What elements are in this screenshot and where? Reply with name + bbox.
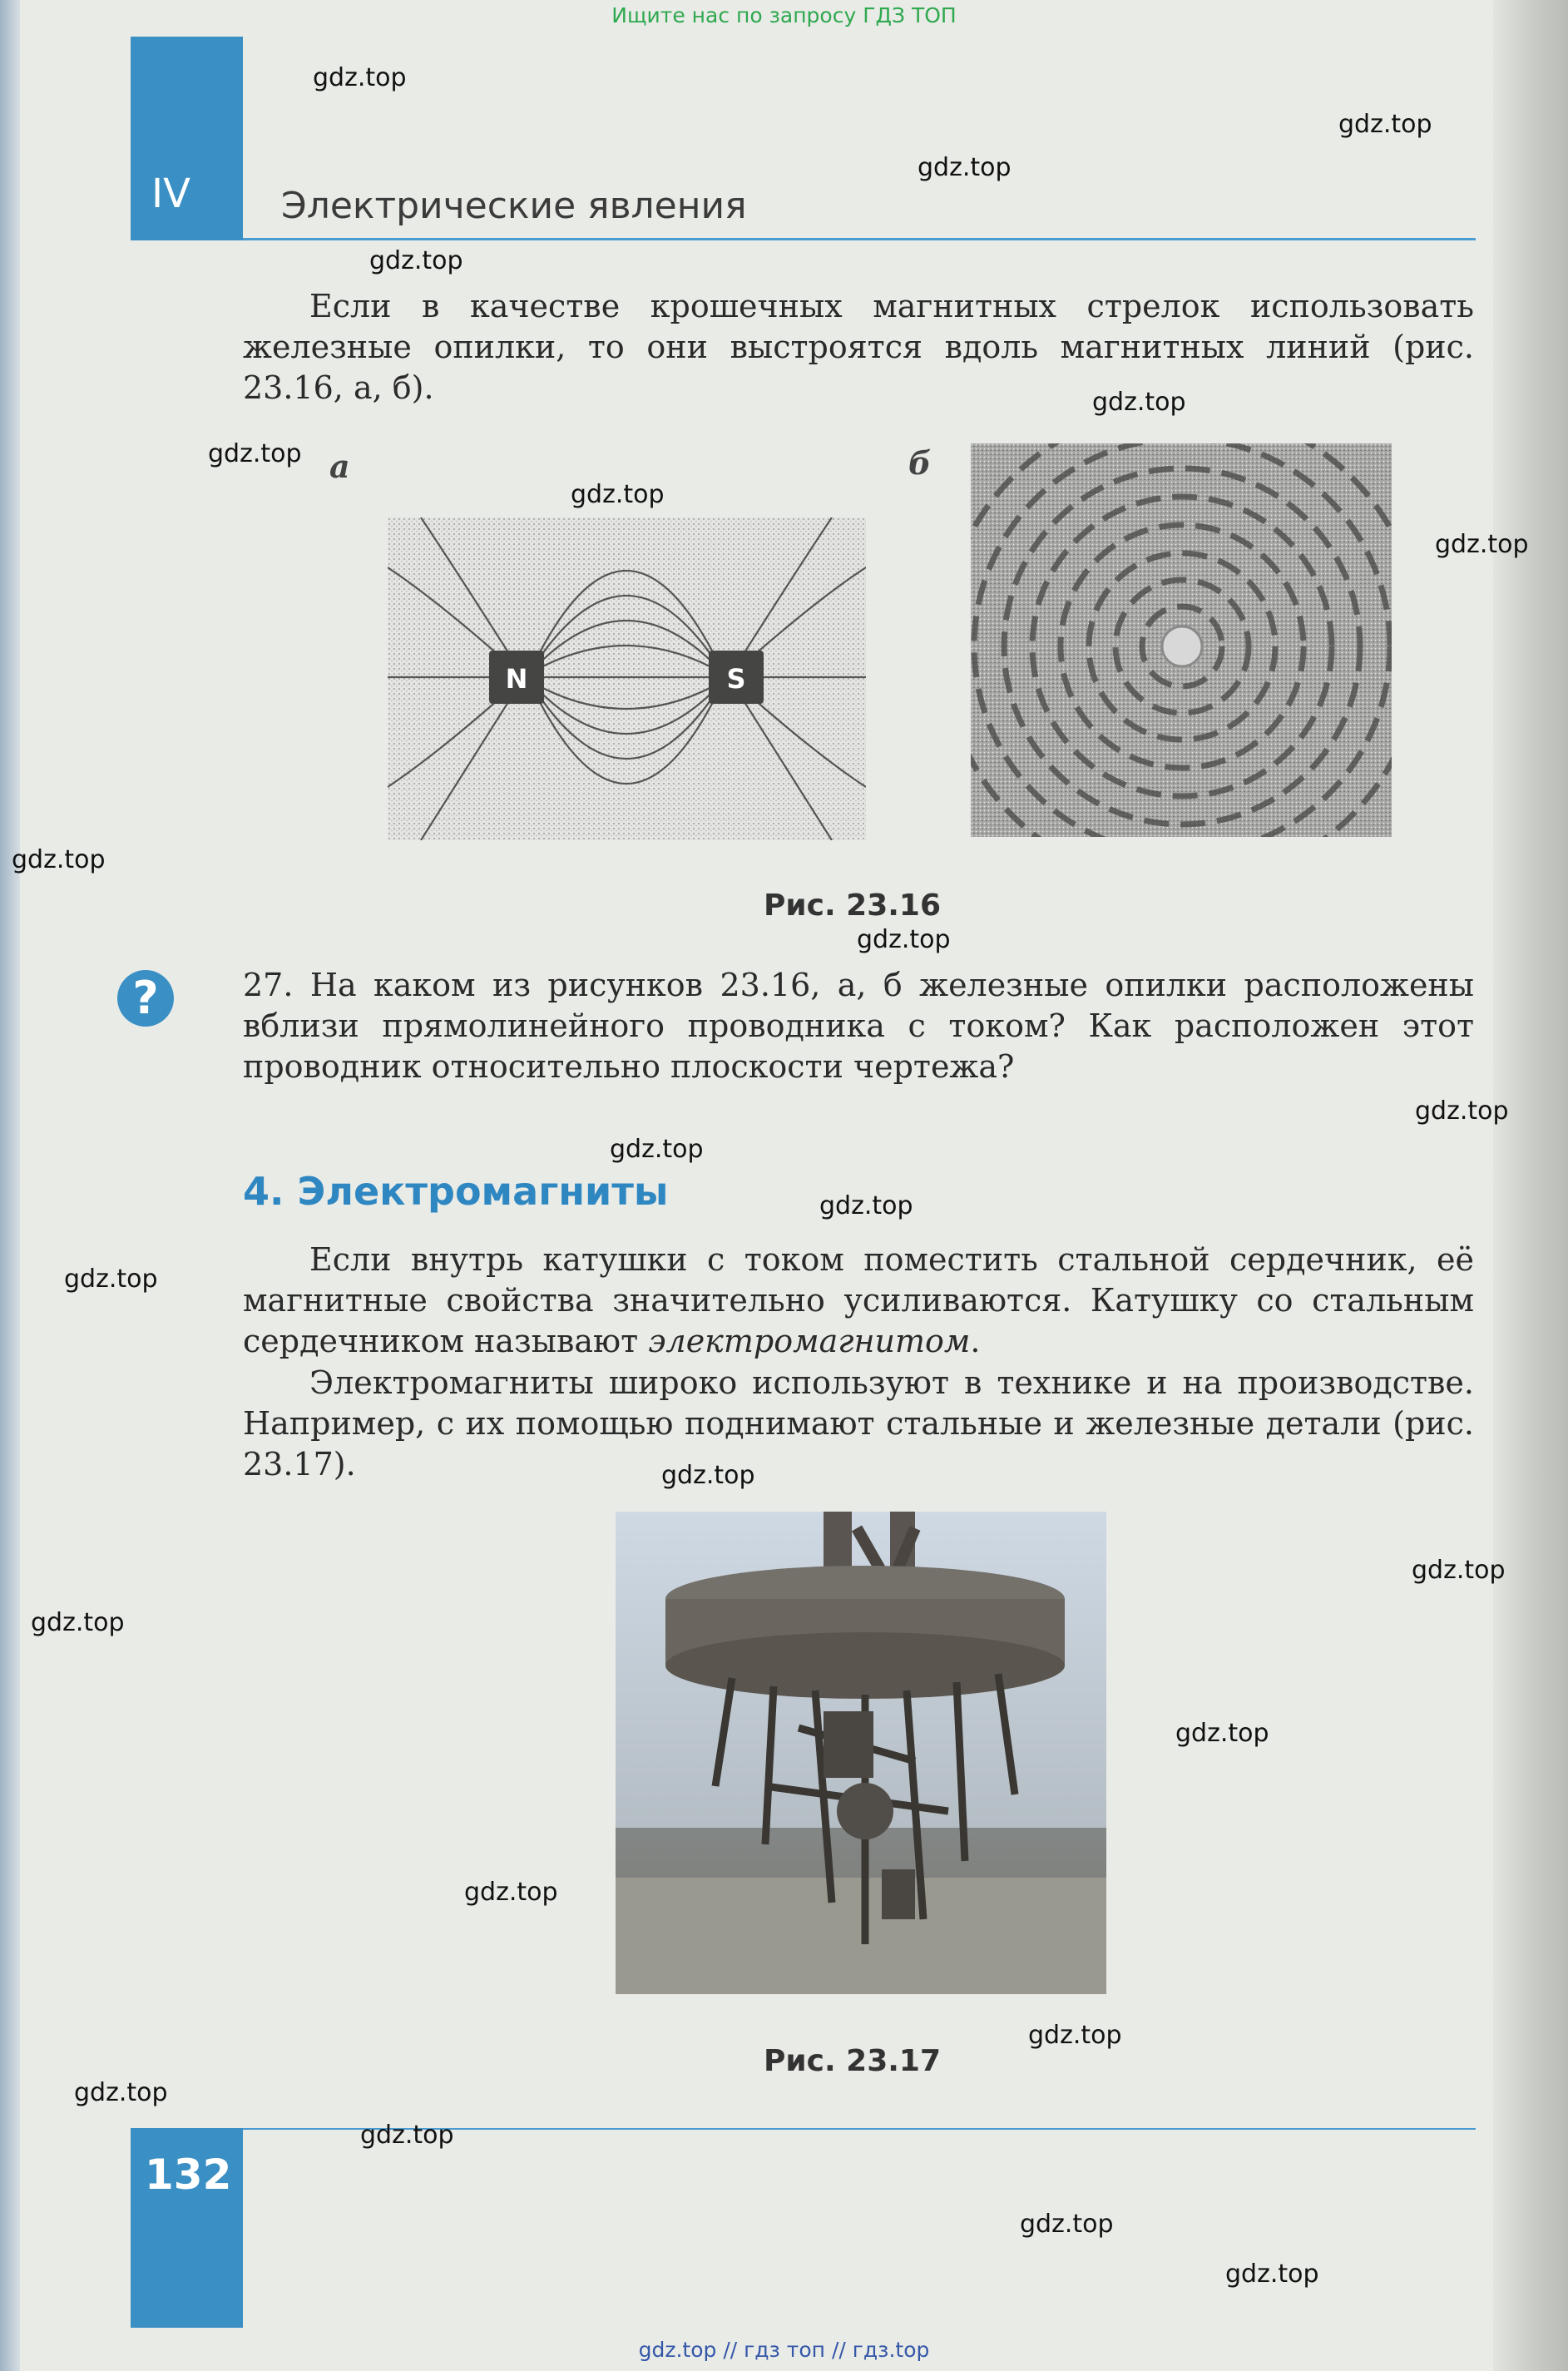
watermark: gdz.top [610, 1135, 704, 1164]
watermark: gdz.top [1175, 1719, 1269, 1748]
bottom-banner-text[interactable]: gdz.top // гдз топ // гдз.top [638, 2338, 930, 2362]
electromagnet-definition-paragraph: Если внутрь катушки с током поместить стальной сердечник, её магнитные свойства значительно усиливаются. Катушку со стальным сердечником называют электромагнитом. [243, 1241, 1474, 1359]
figure-label-b: б [908, 444, 932, 482]
header-rule [243, 238, 1476, 240]
south-pole-label: S [726, 663, 746, 695]
page-fold-shadow [1493, 0, 1568, 2371]
watermark: gdz.top [64, 1265, 158, 1294]
watermark: gdz.top [74, 2078, 168, 2107]
watermark: gdz.top [369, 246, 463, 275]
watermark: gdz.top [1338, 110, 1432, 139]
page-left-edge [0, 0, 20, 2371]
watermark: gdz.top [208, 439, 302, 468]
watermark: gdz.top [1435, 530, 1529, 559]
question-mark-icon: ? [117, 970, 174, 1027]
figure-label-a: а [329, 448, 350, 485]
watermark: gdz.top [31, 1608, 125, 1637]
watermark: gdz.top [1028, 2021, 1122, 2050]
watermark: gdz.top [918, 153, 1012, 182]
watermark: gdz.top [360, 2121, 454, 2150]
section-title: 4. Электромагниты [243, 1169, 669, 1214]
watermark: gdz.top [1225, 2260, 1319, 2289]
watermark: gdz.top [1415, 1096, 1509, 1126]
watermark: gdz.top [1412, 1556, 1506, 1585]
electromagnet-crane-image [616, 1512, 1106, 1994]
figure-23-17-caption: Рис. 23.17 [764, 2044, 942, 2078]
watermark: gdz.top [1020, 2210, 1114, 2239]
watermark: gdz.top [857, 925, 951, 954]
chapter-number: IV [151, 171, 190, 217]
electromagnet-usage-paragraph: Электромагниты широко используют в технике и на производстве. Например, с их помощью поднимают стальные и железные детали (рис. 23.17). [243, 1364, 1474, 1482]
figure-23-16-caption: Рис. 23.16 [764, 889, 942, 923]
watermark: gdz.top [12, 845, 106, 874]
chapter-title: Электрические явления [281, 185, 747, 227]
bar-magnet-filings-image [388, 517, 866, 840]
intro-paragraph: Если в качестве крошечных магнитных стрелок использовать железные опилки, то они выстроятся вдоль магнитных линий (рис. 23.16, а, б). [243, 288, 1474, 406]
page-number: 132 [145, 2151, 232, 2199]
north-pole-label: N [505, 663, 528, 695]
watermark: gdz.top [464, 1878, 558, 1907]
wire-filings-image [971, 443, 1392, 837]
watermark: gdz.top [819, 1191, 913, 1220]
watermark: gdz.top [571, 480, 665, 509]
watermark: gdz.top [1092, 388, 1186, 417]
term-electromagnet: электромагнитом [648, 1323, 971, 1359]
question-27-text: 27. На каком из рисунков 23.16, а, б железные опилки расположены вблизи прямолинейного проводника с током? Как расположен этот проводник относительно плоскости чертежа? [243, 967, 1474, 1085]
watermark: gdz.top [661, 1461, 755, 1490]
top-banner-text[interactable]: Ищите нас по запросу ГДЗ ТОП [611, 3, 957, 27]
watermark: gdz.top [313, 63, 407, 92]
